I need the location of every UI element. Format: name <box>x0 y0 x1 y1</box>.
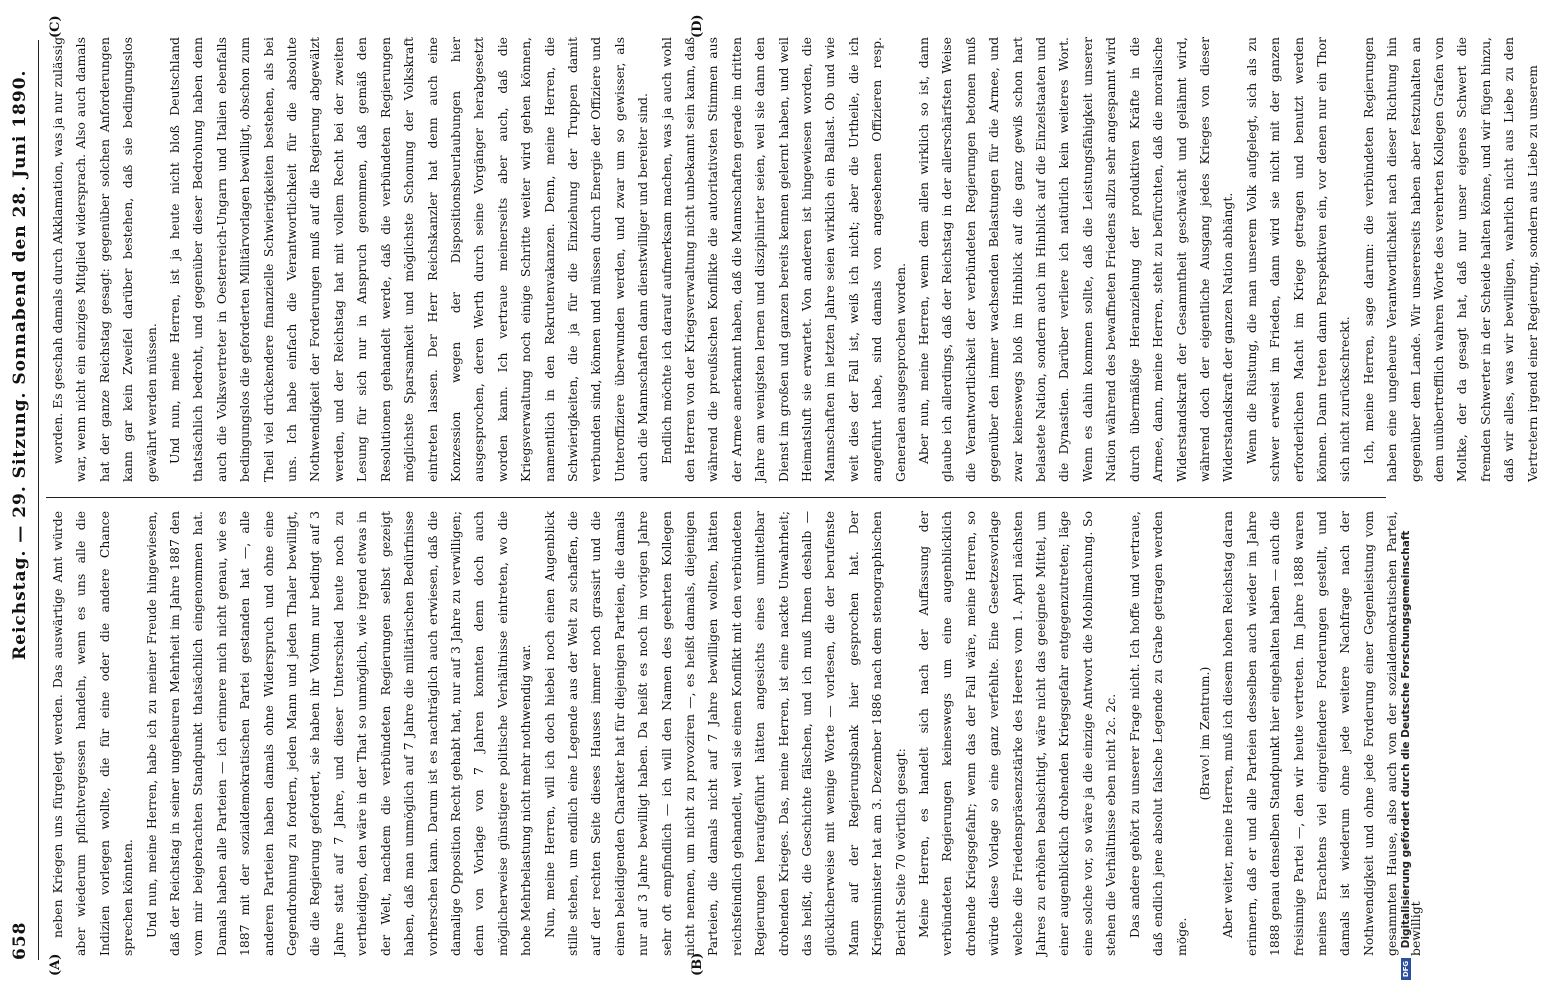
paragraph: Das andere gehört zu unserer Frage nicht. Ich hoffe und vertraue, daß endlich jene absolut falsche Legende zu Grabe getragen werden möge. <box>1126 511 1189 956</box>
paragraph: Aber nun, meine Herren, wenn dem allen wirklich so ist, dann glaube ich allerdings, daß der Reichstag in der allerschärfsten Weise die Verantwortlichkeit der verbündeten Regierungen betonen muß gegenüber den immer wachsenden Belastungen für die Armee, und zwar keineswegs bloß im Hinblick auf die ganz gewiß schon hart belastete Nation, sondern auch im Hinblick auf die Einzelstaaten und die Dynastien. Darüber verliere ich natürlich kein weiteres Wort. Wenn es dahin kommen sollte, daß die Leistungsfähigkeit unserer Nation während des bewaffneten Friedens allzu sehr angespannt wird durch übermäßige Heranziehung der produktiven Kräfte in die Armee, dann, meine Herren, steht zu befürchten, daß die moralische Widerstandskraft der Gesammtheit geschwächt und gelähmt wird, während doch der eigentliche Ausgang jedes Krieges von dieser Widerstandskraft der ganzen Nation abhängt. <box>916 37 1236 482</box>
margin-marker-c: (C) <box>48 15 63 38</box>
dfg-logo-icon: DFG <box>1401 958 1411 980</box>
applause-note: (Bravo! im Zentrum.) <box>1196 666 1212 801</box>
paragraph: Wenn die Rüstung, die man unserem Volk aufgelegt, sich als zu schwer erweist im Frieden, dann wird sie nicht mit der ganzen erforderlichen Macht im Kriege getragen und benutzt werden können. Dann treten dann Perspektiven ein, vor denen nur ein Thor sich nicht zurückschreckt. <box>1243 37 1353 482</box>
paragraph: Und nun, meine Herren, habe ich zu meiner Freude hingewiesen, daß der Reichstag in seiner ungeheuren Mehrheit im Jahre 1887 den vom mir beigebrachten Standpunkt thatsächlich eingenommen hat. Damals haben alle Parteien — ich erinnere mich nicht genau, wie es 1887 mit der sozialdemokratischen Partei gestanden hat —, alle anderen Parteien haben damals ohne Widerspruch und ohne eine Gegendrohnung zu fordern, jeden Mann und jeden Thaler bewilligt, die die Regierung gefordert, sie haben ihr Votum nur bedingt auf 3 Jahre statt auf 7 Jahre, und dieser Unterschied heute noch zu vertheidigen, den wäre in der That so unmöglich, wie irgend etwas in der Welt, nachdem die verbündeten Regierungen selbst gezeigt haben, daß man unmöglich auf 7 Jahre die militärischen Bedürfnisse vorherschen kann. Darum ist es nachträglich auch erwiesen, daß die damalige Opposition Recht gehabt hat, nur auf 3 Jahre zu verwilligen; denn von Vorlage von 7 Jahren konnten denn doch auch möglicherweise günstigere politische Verhältnisse eintreten, wo die hohe Mehrbelastung nicht mehr nothwendig war. <box>143 511 534 956</box>
paragraph: Nun, meine Herren, will ich doch hiebei noch einen Augenblick stille stehen, um endlich eine Legende aus der Welt zu schaffen, die auf der rechten Seite dieses Hauses immer noch grassirt und die einen beleidigenden Charakter hat für diejenigen Parteien, die damals nur auf 3 Jahre bewilligt haben. Da heißt es noch im vorigen Jahre sehr oft empfindlich — ich will den Namen des geehrten Kollegen nicht nennen, um nicht zu provoziren —, es heißt damals, diejenigen Parteien, die damals nicht auf 7 Jahre bewilligen wollten, hätten reichsfeindlich gehandelt, weil sie einen Konflikt mit den verbündeten Regierungen heraufgeführt hätten angesichts eines unmittelbar drohenden Krieges. Das, meine Herren, ist eine nackte Unwahrheit; das heißt, die Geschichte fälschen, und ich muß Ihnen deshalb — glücklicherweise mit wenige Worte — vorlesen, die der berufenste Mann auf der Regierungsbank hier gesprochen hat. Der Kriegsminister hat am 3. Dezember 1886 nach dem stenographischen Bericht Seite 70 wörtlich gesagt: <box>541 511 908 956</box>
running-title: Reichstag. — 29. Sitzung. Sonnabend den 28. Juni 1890. <box>10 69 30 660</box>
digitization-footer <box>1400 20 1422 980</box>
paragraph: worden. Es geschah damals durch Akklamation, was ja nur zulässig war, wenn nicht ein einziges Mitglied widersprach. Also auch damals hat der ganze Reichstag gesagt: gegenüber solchen Anforderungen kann gar kein Zweifel darüber bestehen, daß sie bedingungslos gewährt werden müssen. <box>50 37 159 482</box>
margin-marker-d: (D) <box>690 14 705 38</box>
quoted-paragraph: Meine Herren, es handelt sich nach der Auffassung der verbündeten Regierungen keineswegs um eine augenblicklich drohende Kriegsgefahr; wenn das der Fall wäre, meine Herren, so würde diese Vorlage so eine ganz verfehlte. Eine Gesetzesvorlage welche die Friedenspräsenzstärke des Heeres vom 1. April nächsten Jahres zu erhöhen beabsichtigt, wäre nicht das geeignete Mittel, um einer augenblicklich drohenden Kriegsgefahr entgegenzutreten; läge eine solche vor, so wäre ja die einzige Antwort die Mobilmachung. So stehen die Verhältnisse eben nicht 2c. 2c. <box>916 511 1119 956</box>
paragraph: Und nun, meine Herren, ist ja heute nicht bloß Deutschland thatsächlich bedroht, und gegenüber dieser Bedrohung haben denn auch die Volksvertreter in Oesterreich-Ungarn und Italien ebenfalls bedingungslos die geforderten Militärvorlagen bewilligt, obschon zum Theil viel drückendere finanzielle Schwierigkeiten bestehen, als bei uns. Ich habe einfach die Verantwortlichkeit für die absolute Nothwendigkeit der Forderungen muß auf die Regierung abgewälzt werden, und der Reichstag hat mit vollem Recht bei der zweiten Lesung für sich nur in Anspruch genommen, daß gemäß den Resolutionen gehandelt werde, daß die verbündeten Regierungen möglichste Sparsamkeit und möglichste Schonung der Volkskraft eintreten lassen. Der Herr Reichskanzler hat denn auch eine Konzession wegen der Dispositionsbeurlaubungen hier ausgesprochen, deren Werth durch seine Vorgänger herabgesetzt worden kann. Ich vertraue meinerseits aber auch, daß die Kriegsverwaltung noch einige Schritte weiter wird gehen können, namentlich in den Rekrutenvakanzen. Denn, meine Herren, die Schwierigkeiten, die ja für die Einziehung der Truppen damit verbunden sind, können und müssen durch Energie der Offiziere und Unteroffiziere überwunden werden, und zwar um so gewisser, als auch die Mannschaften dann dienstwilliger und bereiter sind. <box>167 37 651 482</box>
margin-marker-a: (A) <box>48 953 63 976</box>
right-column <box>46 37 1540 482</box>
paragraph: Aber weiter, meine Herren, muß ich diesem hohen Reichstag daran erinnern, daß er und alle Parteien desselben auch wieder im Jahre 1888 genau denselben Standpunkt hier eingehalten haben — auch die freisinnige Partei —, den wir heute vertreten. Im Jahre 1888 waren meines Erachtens viel eingreifendere Forderungen gestellt, und damals ist wiederum ohne jede weitere Nachfrage nach der Nothwendigkeit und ohne jede Forderung einer Gegenleistung vom gesammten Hause, also auch von der sozialdemokratischen Partei, bewilligt <box>1220 511 1423 956</box>
paragraph: Ich, meine Herren, sage darum: die verbündeten Regierungen haben eine ungeheure Verantwortlichkeit nach dieser Richtung hin gegenüber dem Lande. Wir unsererseits haben aber festzuhalten an dem unübertrefflich wahren Worte des verehrten Kollegen Grafen von Moltke, der da gesagt hat, daß nur unser eigenes Schwert die fremden Schwerter in der Scheide halten könne, und wir fügen hinzu, daß wir alles, was wir bewilligen, wahrlich nicht aus Liebe zu den Vertretern irgend einer Regierung, sondern aus Liebe zu unserem <box>1360 37 1540 482</box>
header-rule <box>38 40 39 960</box>
page-number: 658 <box>10 921 30 960</box>
paragraph: Endlich möchte ich darauf aufmerksam machen, was ja auch wohl den Herren von der Kriegsverwaltung nicht unbekannt sein kann, daß während die preußischen Konflikte die autoritativsten Stimmen aus der Armee anerkannt haben, daß die Mannschaften gerade im dritten Jahre am wenigsten lernen und disziplinirter seien, weil sie dann den Dienst im großen und ganzen bereits kennen gelernt haben, und weil Heimatsluft sie erwartet. Von anderen ist hingewiesen worden, die Mannschaften im letzten Jahre seien wirklich ein Ballast. Ob und wie weit dies der Fall ist, weiß ich nicht; aber die Urtheile, die ich angeführt habe, sind damals von angesehenen Offizieren resp. Generalen ausgesprochen worden. <box>658 37 908 482</box>
margin-marker-b: (B) <box>690 952 705 976</box>
footer-credit: Digitalisierung gefördert durch die Deutsche Forschungsgemeinschaft <box>1400 530 1412 949</box>
paragraph: neben Kriegen uns fürgelegt werden. Das auswärtige Amt würde aber wiederum pflichtvergessen handeln, wenn es uns alle die Indizien vorlegen wollte, die für eine oder die andere Chance sprechen könnten. <box>50 511 136 956</box>
column-divider <box>46 497 1386 498</box>
page-header <box>8 40 36 960</box>
